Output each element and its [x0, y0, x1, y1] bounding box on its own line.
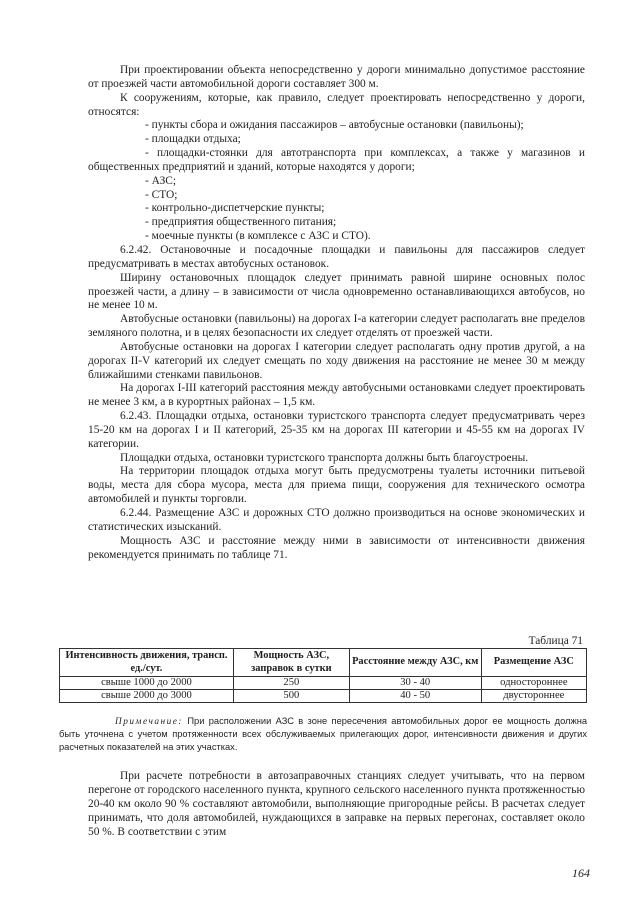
paragraph: 6.2.44. Размещение АЗС и дорожных СТО должно производиться на основе экономических и статистических изысканий.: [88, 507, 585, 533]
table-note: [59, 715, 587, 753]
paragraph: К сооружениям, которые, как правило, следует проектировать непосредственно у дороги, относятся:: [88, 91, 585, 118]
paragraph: Ширину остановочных площадок следует принимать равной ширине основных полос проезжей части, а длину – в зависимости от числа одновременно останавливающихся автобусов, но не менее 10 м.: [88, 271, 585, 312]
paragraph: На территории площадок отдыха могут быть предусмотрены туалеты источники питьевой воды, места для сбора мусора, места для приема пищи, сооружения для технического осмотра автомобилей и пункты торговли.: [88, 465, 585, 506]
list-item: - контрольно-диспетчерские пункты;: [145, 202, 325, 215]
note-label: Примечание:: [115, 717, 184, 727]
cell: одностороннее: [481, 677, 586, 690]
paragraph: Площадки отдыха, остановки туристского транспорта должны быть благоустроены.: [120, 451, 529, 464]
cell: свыше 1000 до 2000: [60, 677, 234, 690]
table-header-row: [60, 649, 587, 677]
list-item: - АЗС;: [145, 174, 177, 187]
paragraph: 6.2.43. Площадки отдыха, остановки туристского транспорта следует предусматривать через 15-20 км на дорогах I и II категорий, 25-35 км на дорогах III категории и 45-55 км на дорогах IV категории.: [88, 410, 585, 450]
list-item: - моечные пункты (в комплексе с АЗС и СТО).: [145, 230, 371, 243]
list-item: - предприятия общественного питания;: [145, 216, 337, 229]
table-row: [60, 690, 587, 703]
paragraph: - площадки-стоянки для автотранспорта при комплексах, а также у магазинов и общественных предприятий и зданий, которые находятся у дороги;: [88, 147, 585, 173]
fuel-station-table: [59, 648, 587, 703]
paragraph: Автобусные остановки на дорогах I категории следует располагать одну против другой, а на дорогах II-V категорий их следует смещать по ходу движения на расстояние не менее 30 м между ближайшими стенками павильонов.: [88, 340, 585, 381]
paragraph: Мощность АЗС и расстояние между ними в зависимости от интенсивности движения рекомендуется принимать по таблице 71.: [88, 534, 585, 561]
paragraph: При расчете потребности в автозаправочных станциях следует учитывать, что на первом перегоне от городского населенного пункта, крупного сельского населенного пункта протяженностью 20-40 км около 90 % составляют автомобили, выполняющие пригородные рейсы. В расчетах следует принимать, что доля автомобилей, нуждающихся в заправке на первых перегонах, составляет около 50 %. В соответствии с этим: [88, 770, 585, 838]
paragraph: Автобусные остановки (павильоны) на дорогах I-а категории следует располагать вне пределов земляного полотна, и в целях безопасности их следует отделять от проезжей части.: [88, 313, 585, 340]
paragraph: При проектировании объекта непосредственно у дороги минимально допустимое расстояние от проезжей части автомобильной дороги составляет 300 м.: [88, 64, 585, 90]
header-intensity: Интенсивность движения, трансп. ед./сут.: [60, 649, 234, 677]
body-text: [88, 64, 585, 562]
list-item: - пункты сбора и ожидания пассажиров – автобусные остановки (павильоны);: [145, 119, 524, 132]
list-item: - СТО;: [145, 188, 178, 201]
cell: 40 - 50: [349, 690, 481, 703]
header-capacity: Мощность АЗС, заправок в сутки: [233, 649, 349, 677]
header-distance: Расстояние между АЗС, км: [349, 649, 481, 677]
paragraph: На дорогах I-III категорий расстояния между автобусными остановками следует проектировать не менее 3 км, а в курортных районах – 1,5 км.: [88, 382, 585, 409]
paragraph: 6.2.42. Остановочные и посадочные площадки и павильоны для пассажиров следует предусматривать в местах автобусных остановок.: [88, 243, 585, 270]
header-placement: Размещение АЗС: [481, 649, 586, 677]
page-number: 164: [572, 866, 590, 880]
note-text: При расположении АЗС в зоне пересечения автомобильных дорог ее мощность должна быть уточнена с учетом протяженности всех обслуживаемых прилегающих дорог, интенсивности движения и других расчетных показателей на этих участках.: [59, 716, 588, 752]
cell: 30 - 40: [349, 677, 481, 690]
cell: 500: [233, 690, 349, 703]
table-row: [60, 677, 587, 690]
cell: 250: [233, 677, 349, 690]
list-item: - площадки отдыха;: [145, 133, 241, 146]
closing-paragraph: [88, 770, 585, 840]
cell: свыше 2000 до 3000: [60, 690, 234, 703]
cell: двустороннее: [481, 690, 586, 703]
table-caption: Таблица 71: [528, 635, 583, 647]
